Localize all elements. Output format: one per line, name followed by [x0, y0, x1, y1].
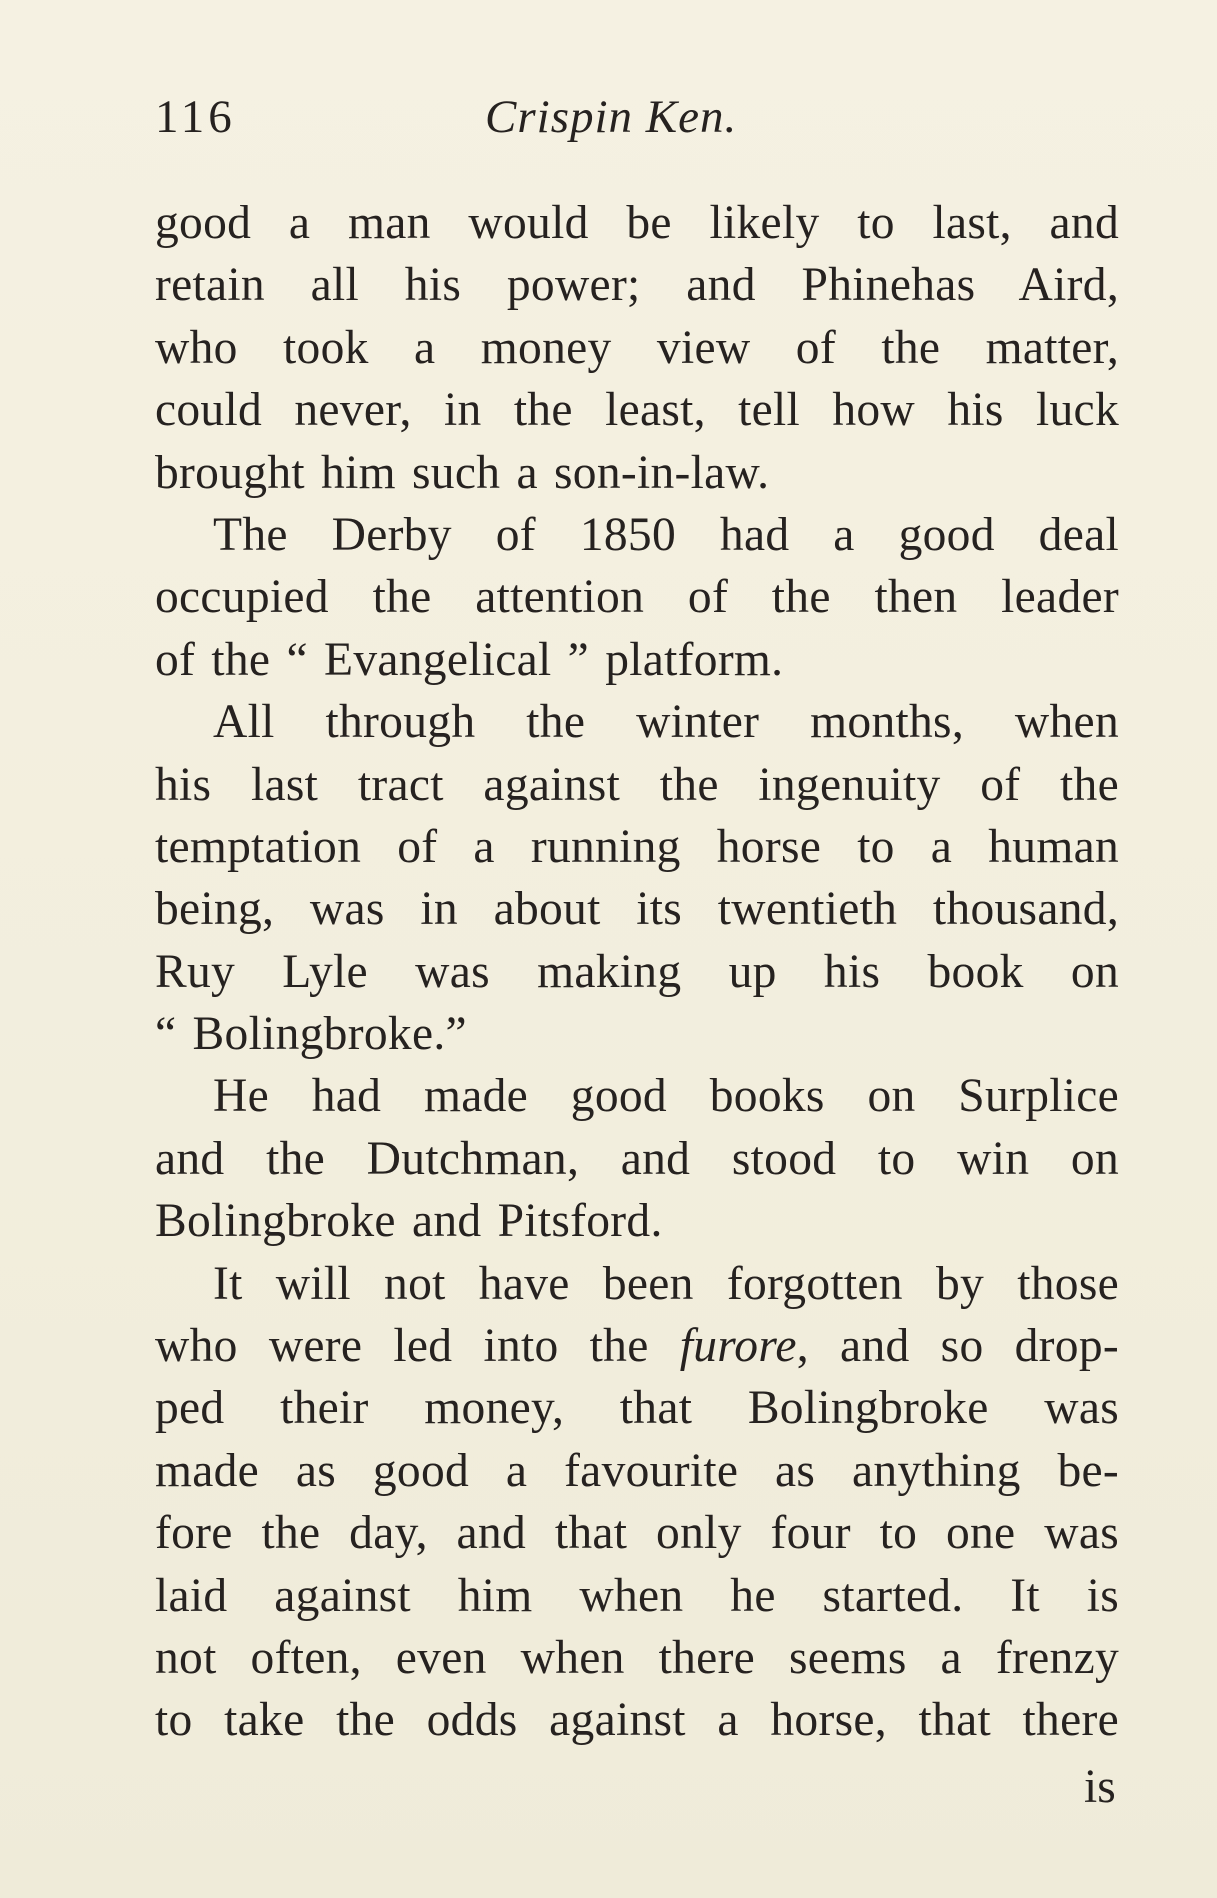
text-line: He had made good books on Surplice — [213, 1070, 1119, 1123]
text-line: fore the day, and that only four to one was — [155, 1507, 1119, 1560]
text-line: Bolingbroke and Pitsford. — [155, 1195, 663, 1248]
text-line: All through the winter months, when — [213, 696, 1119, 749]
text-line: It will not have been forgotten by those — [213, 1257, 1119, 1310]
text-line: his last tract against the ingenuity of the — [155, 758, 1119, 811]
text-line: The Derby of 1850 had a good deal — [213, 508, 1119, 561]
text-line: made as good a favourite as anything be- — [155, 1444, 1119, 1497]
page-number: 116 — [155, 91, 236, 143]
text-line — [155, 1315, 1119, 1377]
text-line: being, was in about its twentieth thousand, — [155, 883, 1119, 936]
text-line: ped their money, that Bolingbroke was — [155, 1382, 1119, 1435]
text-line: good a man would be likely to last, and — [155, 197, 1119, 249]
text-line: who took a money view of the matter, — [155, 321, 1119, 374]
text-line: temptation of a running horse to a human — [155, 820, 1119, 873]
italic-word: furore — [679, 1320, 797, 1373]
text-line: to take the odds against a horse, that there — [155, 1694, 1119, 1747]
catchword: is — [1084, 1761, 1116, 1813]
running-head: Crispin Ken. — [485, 91, 738, 143]
text-line: brought him such a son-in-law. — [155, 446, 770, 499]
text-line: of the “ Evangelical ” platform. — [155, 633, 784, 686]
page-header — [155, 82, 1119, 152]
text-line: occupied the attention of the then leader — [155, 571, 1119, 624]
text-line: Ruy Lyle was making up his book on — [155, 945, 1119, 998]
text-line: and the Dutchman, and stood to win on — [155, 1132, 1119, 1185]
text-line: “ Bolingbroke.” — [155, 1008, 467, 1061]
text-line: laid against him when he started. It is — [155, 1569, 1119, 1622]
text-line: could never, in the least, tell how his luck — [155, 384, 1119, 437]
body-text — [155, 192, 1119, 1752]
text-line: not often, even when there seems a frenzy — [155, 1631, 1119, 1684]
text-segment: , and so drop- — [796, 1320, 1119, 1373]
text-segment: who were led into the — [155, 1320, 680, 1373]
text-line: retain all his power; and Phinehas Aird, — [155, 259, 1119, 312]
